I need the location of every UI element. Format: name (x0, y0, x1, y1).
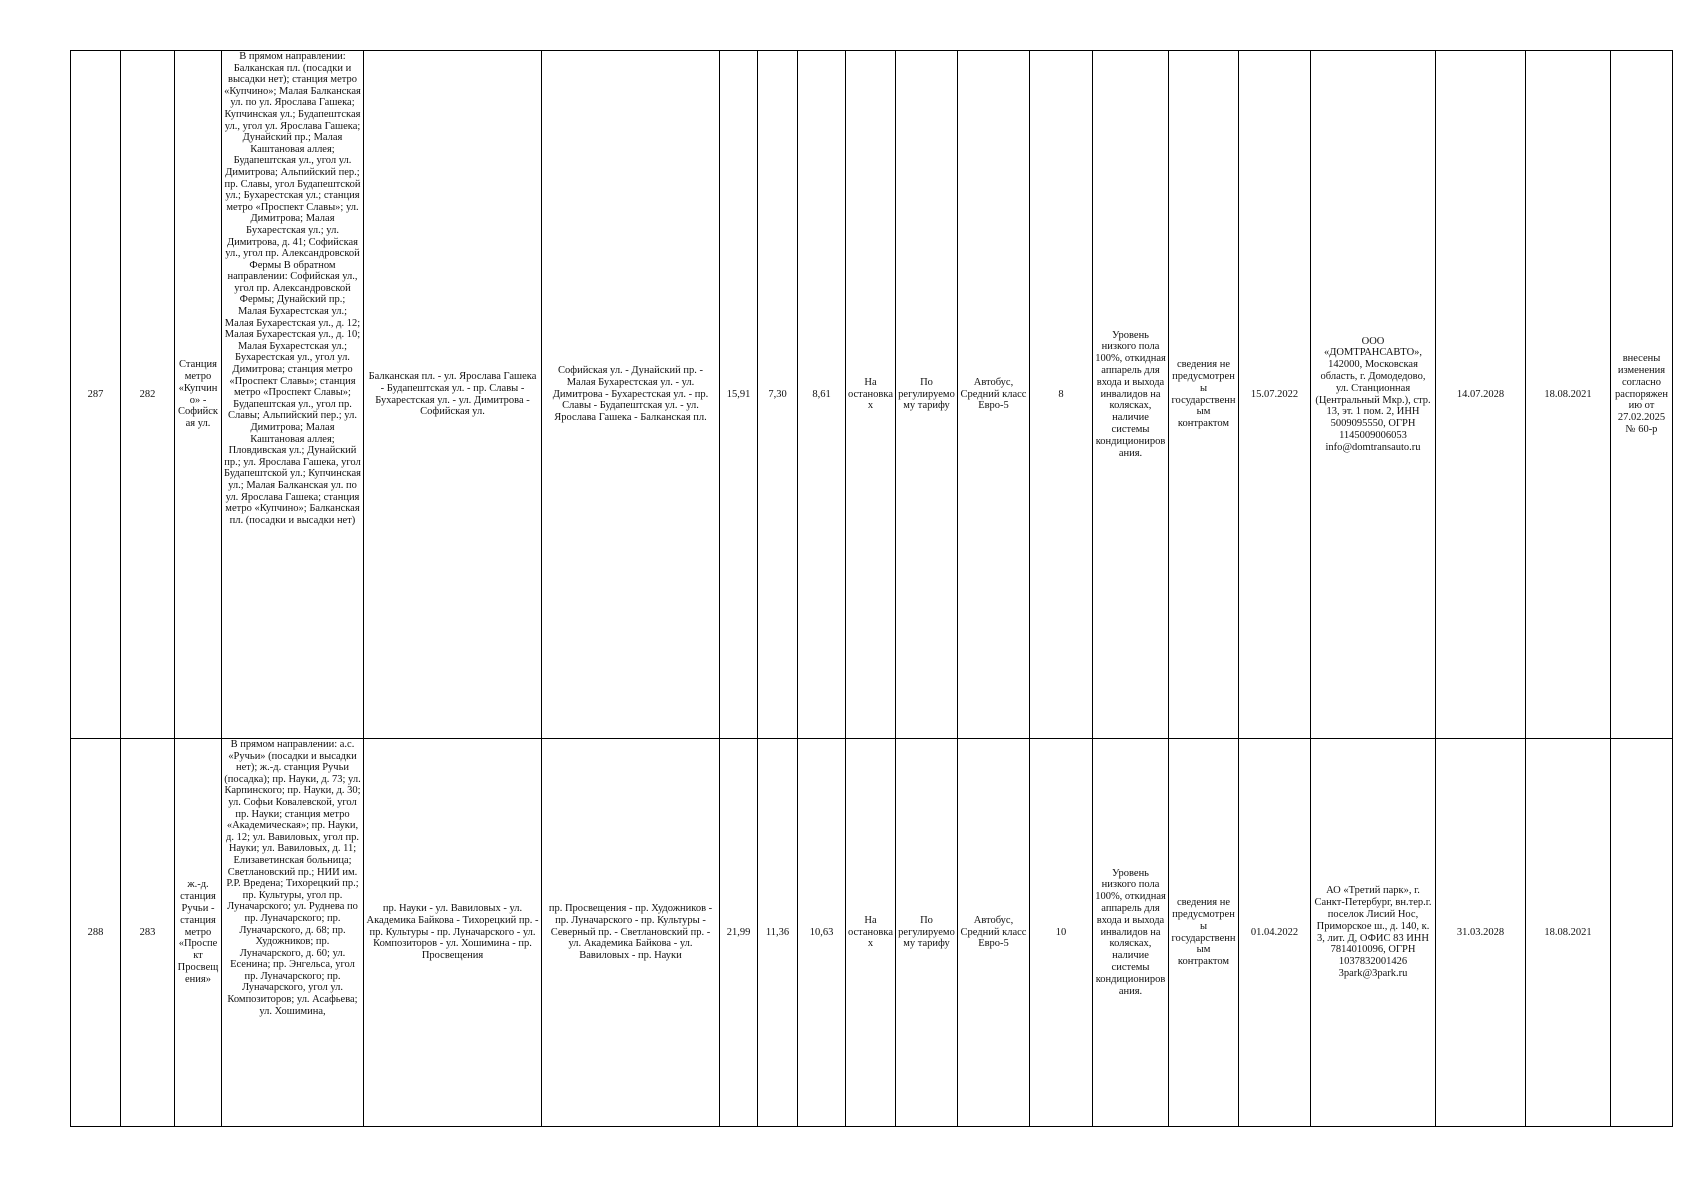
route-number: 283 (121, 739, 175, 1127)
carrier-info: ООО «ДОМТРАНСАВТО», 142000, Московская область, г. Домодедово, ул. Станционная (Центральный Мкр.), стр. 13, эт. 1 пом. 2, ИНН 5009095550, ОГРН 1145009006053 info@domtransauto.ru (1311, 51, 1436, 739)
route-name: ж.-д. станция Ручьи - станция метро «Проспект Просвещения» (175, 739, 222, 1127)
streets-forward: пр. Науки - ул. Вавиловых - ул. Академика Байкова - Тихорецкий пр. - пр. Культуры - пр. Луначарского - ул. Композиторов - ул. Хошимина - пр. Просвещения (364, 739, 542, 1127)
vehicle-count: 8 (1030, 51, 1093, 739)
end-date: 31.03.2028 (1436, 739, 1526, 1127)
vehicle-type: Автобус, Средний класс Евро-5 (958, 739, 1030, 1127)
route-length-backward: 11,36 (758, 739, 798, 1127)
contract-info: сведения не предусмотрены государственным контрактом (1169, 739, 1239, 1127)
start-date: 01.04.2022 (1239, 739, 1311, 1127)
end-date: 14.07.2028 (1436, 51, 1526, 739)
table-row (71, 739, 1673, 1127)
contract-info: сведения не предусмотрены государственным контрактом (1169, 51, 1239, 739)
vehicle-characteristics: Уровень низкого пола 100%, откидная аппарель для входа и выхода инвалидов на колясках, наличие системы кондиционирования. (1093, 739, 1169, 1127)
tariff-type: По регулируемому тарифу (896, 739, 958, 1127)
route-name: Станция метро «Купчино» - Софийская ул. (175, 51, 222, 739)
tariff-type: По регулируемому тарифу (896, 51, 958, 739)
carrier-info: АО «Третий парк», г. Санкт-Петербург, вн.тер.г. поселок Лисий Нос, Приморское ш., д. 140, к. 3, лит. Д, ОФИС 83 ИНН 7814010096, ОГРН 1037832001426 3park@3park.ru (1311, 739, 1436, 1127)
registration-date: 18.08.2021 (1526, 739, 1611, 1127)
changes-note (1611, 739, 1673, 1127)
registration-date: 18.08.2021 (1526, 51, 1611, 739)
route-number: 282 (121, 51, 175, 739)
boarding-order: На остановках (846, 739, 896, 1127)
route-length-total: 10,63 (798, 739, 846, 1127)
route-length-total: 8,61 (798, 51, 846, 739)
streets-backward: пр. Просвещения - пр. Художников - пр. Луначарского - пр. Культуры - Северный пр. - Светлановский пр. - ул. Академика Байкова - ул. Вавиловых - пр. Науки (542, 739, 720, 1127)
registration-number: 288 (71, 739, 121, 1127)
route-length-forward: 15,91 (720, 51, 758, 739)
start-date: 15.07.2022 (1239, 51, 1311, 739)
stops-list: В прямом направлении: Балканская пл. (посадки и высадки нет); станция метро «Купчино»; Малая Балканская ул. по ул. Ярослава Гашека; Купчинская ул.; Будапештская ул., угол ул. Ярослава Гашека; Дунайский пр.; Малая Каштановая аллея; Будапештская ул., угол ул. Димитрова; Альпийский пер.; пр. Славы, угол Будапештской ул.; Бухарестская ул.; станция метро «Проспект Славы»; ул. Димитрова; Малая Бухарестская ул.; ул. Димитрова, д. 41; Софийская ул., угол пр. Александровской Фермы В обратном направлении: Софийская ул., угол пр. Александровской Фермы; Дунайский пр.; Малая Бухарестская ул.; Малая Бухарестская ул., д. 12; Малая Бухарестская ул., д. 10; Малая Бухарестская ул.; Бухарестская ул., угол ул. Димитрова; станция метро «Проспект Славы»; станция метро «Проспект Славы»; Будапештская ул., угол пр. Славы; Альпийский пер.; ул. Димитрова; Малая Каштановая аллея; Пловдивская ул.; Дунайский пр.; ул. Ярослава Гашека, угол Будапештской ул.; Купчинская ул.; Малая Балканская ул. по ул. Ярослава Гашека; станция метро «Купчино»; Балканская пл. (посадки и высадки нет) (222, 51, 364, 739)
stops-list: В прямом направлении: а.с. «Ручьи» (посадки и высадки нет); ж.-д. станция Ручьи (посадка); пр. Науки, д. 73; ул. Карпинского; пр. Науки, д. 30; ул. Софьи Ковалевской, угол пр. Науки; станция метро «Академическая»; пр. Науки, д. 12; ул. Вавиловых, угол пр. Науки; ул. Вавиловых, д. 11; Елизаветинская больница; Светлановский пр.; НИИ им. Р.Р. Вредена; Тихорецкий пр.; пр. Культуры, угол пр. Луначарского; ул. Руднева по пр. Луначарского; пр. Луначарского, д. 68; пр. Художников; пр. Луначарского, д. 60; ул. Есенина; пр. Энгельса, угол пр. Луначарского; пр. Луначарского, угол ул. Композиторов; ул. Асафьева; ул. Хошимина, (222, 739, 364, 1127)
vehicle-type: Автобус, Средний класс Евро-5 (958, 51, 1030, 739)
route-registry-table (70, 50, 1673, 1127)
streets-forward: Балканская пл. - ул. Ярослава Гашека - Будапештская ул. - пр. Славы - Бухарестская ул. - ул. Димитрова - Софийская ул. (364, 51, 542, 739)
registration-number: 287 (71, 51, 121, 739)
route-length-backward: 7,30 (758, 51, 798, 739)
boarding-order: На остановках (846, 51, 896, 739)
streets-backward: Софийская ул. - Дунайский пр. - Малая Бухарестская ул. - ул. Димитрова - Бухарестская ул. - пр. Славы - Будапештская ул. - ул. Ярослава Гашека - Балканская пл. (542, 51, 720, 739)
table-row (71, 51, 1673, 739)
changes-note: внесены изменения согласно распоряжению от 27.02.2025 № 60-р (1611, 51, 1673, 739)
vehicle-count: 10 (1030, 739, 1093, 1127)
vehicle-characteristics: Уровень низкого пола 100%, откидная аппарель для входа и выхода инвалидов на колясках, наличие системы кондиционирования. (1093, 51, 1169, 739)
route-length-forward: 21,99 (720, 739, 758, 1127)
